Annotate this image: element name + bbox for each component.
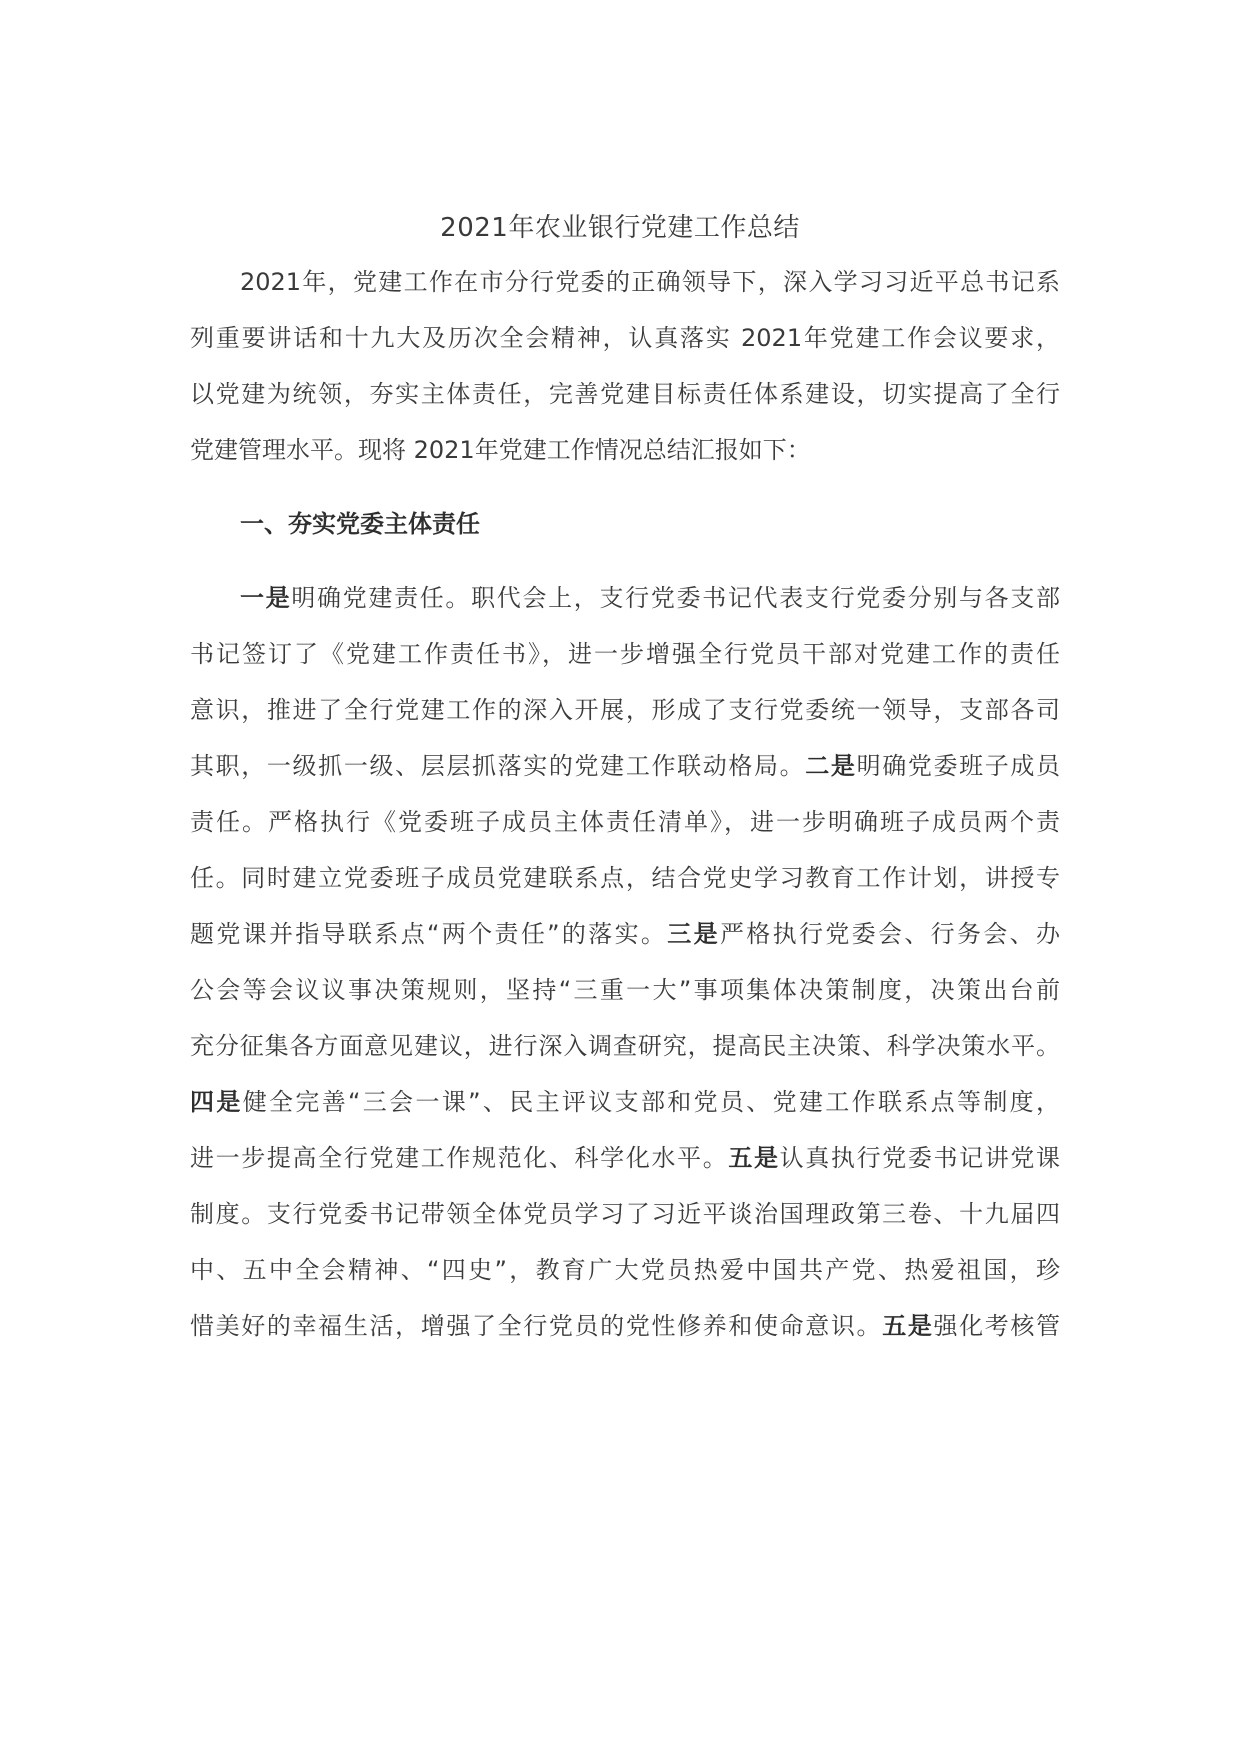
body-line [190, 970, 1060, 1010]
body-line [190, 634, 1060, 674]
body-text: 其职，一级抓一级、层层抓落实的党建工作联动格局。 [190, 752, 806, 780]
bold-term: 五是 [882, 1312, 934, 1340]
body-text: 公会等会议议事决策规则，坚持“三重一大”事项集体决策制度，决策出台前 [190, 976, 1060, 1004]
body-text: 进一步提高全行党建工作规范化、科学化水平。 [190, 1144, 729, 1172]
intro-line: 列重要讲话和十九大及历次全会精神，认真落实 2021年党建工作会议要求， [190, 324, 1060, 352]
intro-line: 党建管理水平。现将 2021年党建工作情况总结汇报如下： [190, 436, 811, 464]
body-text: 明确党委班子成员 [856, 752, 1061, 780]
document-title: 2021年农业银行党建工作总结 [440, 213, 800, 243]
body-text: 健全完善“三会一课”、民主评议支部和党员、党建工作联系点等制度， [242, 1088, 1061, 1116]
body-text: 制度。支行党委书记带领全体党员学习了习近平谈治国理政第三卷、十九届四 [190, 1200, 1060, 1228]
body-line [190, 802, 1060, 842]
body-line [190, 1138, 1060, 1178]
bold-term: 五是 [728, 1144, 780, 1172]
bold-term: 二是 [805, 752, 857, 780]
section-heading: 一、夯实党委主体责任 [240, 510, 480, 538]
body-line [190, 1250, 1060, 1290]
body-text: 责任。严格执行《党委班子成员主体责任清单》，进一步明确班子成员两个责 [190, 808, 1060, 836]
body-text: 强化考核管 [933, 1312, 1061, 1340]
body-text: 充分征集各方面意见建议，进行深入调查研究，提高民主决策、科学决策水平。 [190, 1032, 1060, 1060]
intro-line: 以党建为统领，夯实主体责任，完善党建目标责任体系建设，切实提高了全行 [190, 380, 1060, 408]
body-text: 意识，推进了全行党建工作的深入开展，形成了支行党委统一领导，支部各司 [190, 696, 1060, 724]
body-text: 明确党建责任。职代会上，支行党委书记代表支行党委分别与各支部 [291, 584, 1061, 612]
body-text: 严格执行党委会、行务会、办 [719, 920, 1061, 948]
intro-line: 2021年，党建工作在市分行党委的正确领导下，深入学习习近平总书记系 [240, 268, 1060, 296]
body-text: 题党课并指导联系点“两个责任”的落实。 [190, 920, 668, 948]
body-line [240, 578, 1060, 618]
body-line [190, 1194, 1060, 1234]
body-line [190, 1026, 1060, 1066]
body-text: 惜美好的幸福生活，增强了全行党员的党性修养和使命意识。 [190, 1312, 883, 1340]
body-line [190, 1082, 1060, 1122]
body-line [190, 746, 1060, 786]
body-text: 任。同时建立党委班子成员党建联系点，结合党史学习教育工作计划，讲授专 [190, 864, 1060, 892]
bold-term: 四是 [190, 1088, 243, 1116]
body-line [190, 1306, 1060, 1346]
body-text: 中、五中全会精神、“四史”，教育广大党员热爱中国共产党、热爱祖国，珍 [190, 1256, 1060, 1284]
body-line [190, 914, 1060, 954]
bold-term: 一是 [240, 584, 292, 612]
body-line [190, 690, 1060, 730]
body-text: 书记签订了《党建工作责任书》，进一步增强全行党员干部对党建工作的责任 [190, 640, 1060, 668]
body-text: 认真执行党委书记讲党课 [779, 1144, 1061, 1172]
bold-term: 三是 [667, 920, 720, 948]
body-line [190, 858, 1060, 898]
